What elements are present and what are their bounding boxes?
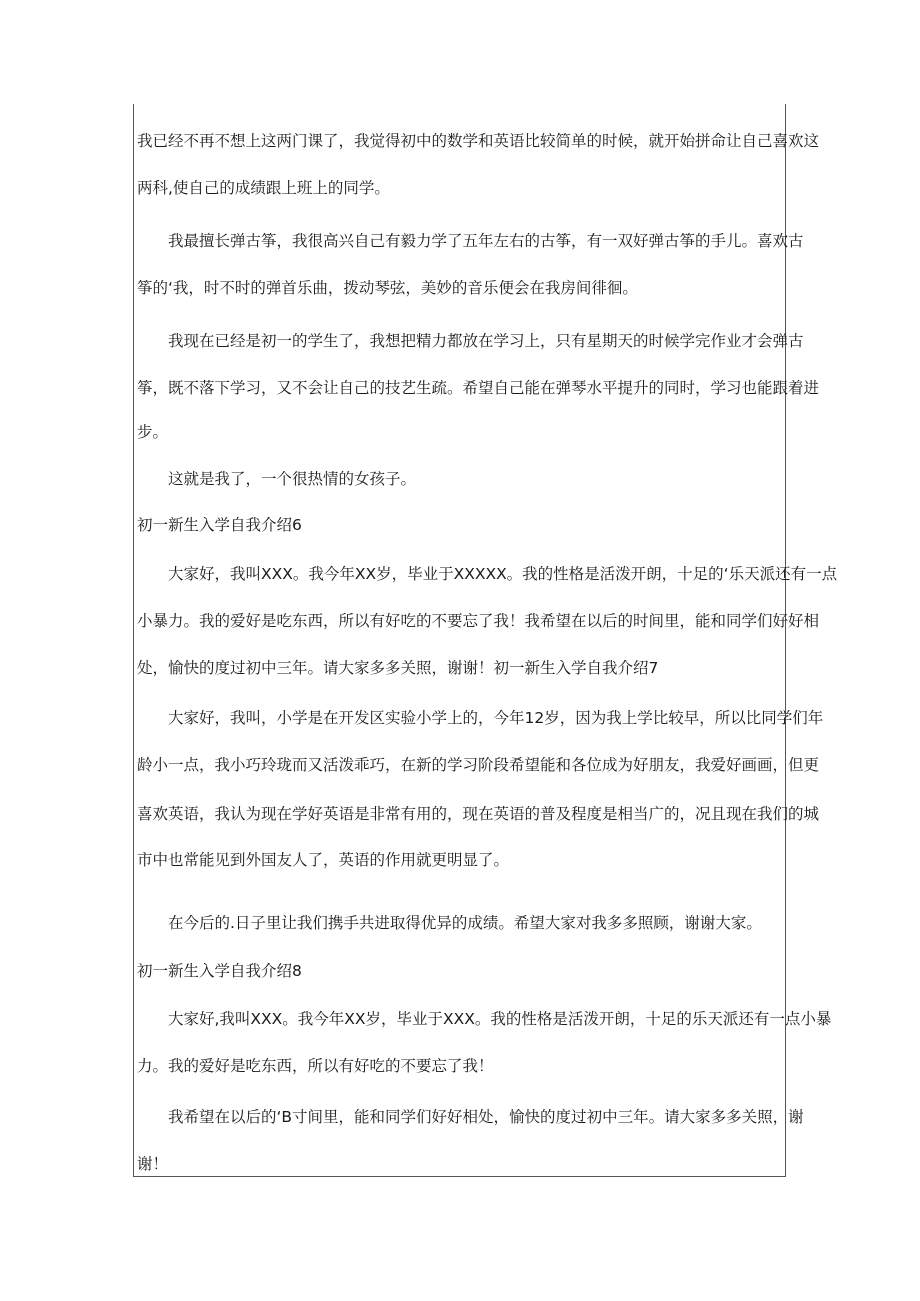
- paragraph-line: 力。我的爱好是吃东西，所以有好吃的不要忘了我！: [137, 1057, 494, 1075]
- paragraph-line: 市中也常能见到外国友人了，英语的作用就更明显了。: [137, 851, 510, 869]
- paragraph-line: 龄小一点，我小巧玲珑而又活泼乖巧，在新的学习阶段希望能和各位成为好朋友，我爱好画画，但更: [137, 756, 820, 774]
- paragraph-line: 我希望在以后的‘B寸间里，能和同学们好好相处，愉快的度过初中三年。请大家多多关照，谢: [168, 1108, 804, 1126]
- paragraph-line: 喜欢英语，我认为现在学好英语是非常有用的，现在英语的普及程度是相当广的，况且现在我们的城: [137, 805, 820, 823]
- paragraph-line: 筝的‘我，时不时的弹首乐曲，拨动琴弦，美妙的音乐便会在我房间徘徊。: [137, 279, 638, 297]
- paragraph-line: 步。: [137, 423, 169, 441]
- paragraph-line: 两科,使自己的成绩跟上班上的同学。: [137, 179, 390, 197]
- paragraph-line: 谢！: [137, 1155, 169, 1173]
- section-heading: 初一新生入学自我介绍8: [137, 962, 302, 980]
- paragraph-line: 大家好，我叫，小学是在开发区实验小学上的，今年12岁，因为我上学比较早，所以比同学们年: [168, 709, 824, 727]
- paragraph-line: 大家好,我叫XXX。我今年XX岁，毕业于XXX。我的性格是活泼开朗，十足的乐天派还有一点小暴: [168, 1010, 832, 1028]
- paragraph-line: 我已经不再不想上这两门课了，我觉得初中的数学和英语比较简单的时候，就开始拼命让自己喜欢这: [137, 132, 820, 150]
- paragraph-line: 大家好，我叫XXX。我今年XX岁，毕业于XXXXX。我的性格是活泼开朗，十足的‘乐天派还有一点: [168, 565, 838, 583]
- paragraph-line: 这就是我了，一个很热情的女孩子。: [168, 470, 417, 488]
- paragraph-line: 在今后的.日子里让我们携手共进取得优异的成绩。希望大家对我多多照顾，谢谢大家。: [168, 914, 762, 932]
- paragraph-line: 小暴力。我的爱好是吃东西，所以有好吃的不要忘了我！我希望在以后的时间里，能和同学们好好相: [137, 612, 820, 630]
- section-heading: 初一新生入学自我介绍6: [137, 516, 302, 534]
- paragraph-line: 我现在已经是初一的学生了，我想把精力都放在学习上，只有星期天的时候学完作业才会弹古: [168, 332, 804, 350]
- paragraph-line: 我最擅长弹古筝，我很高兴自己有毅力学了五年左右的古筝，有一双好弹古筝的手儿。喜欢古: [168, 232, 804, 250]
- paragraph-line: 筝，既不落下学习，又不会让自己的技艺生疏。希望自己能在弹琴水平提升的同时，学习也能跟着进: [137, 379, 820, 397]
- paragraph-line: 处，愉快的度过初中三年。请大家多多关照，谢谢！初一新生入学自我介绍7: [137, 659, 659, 677]
